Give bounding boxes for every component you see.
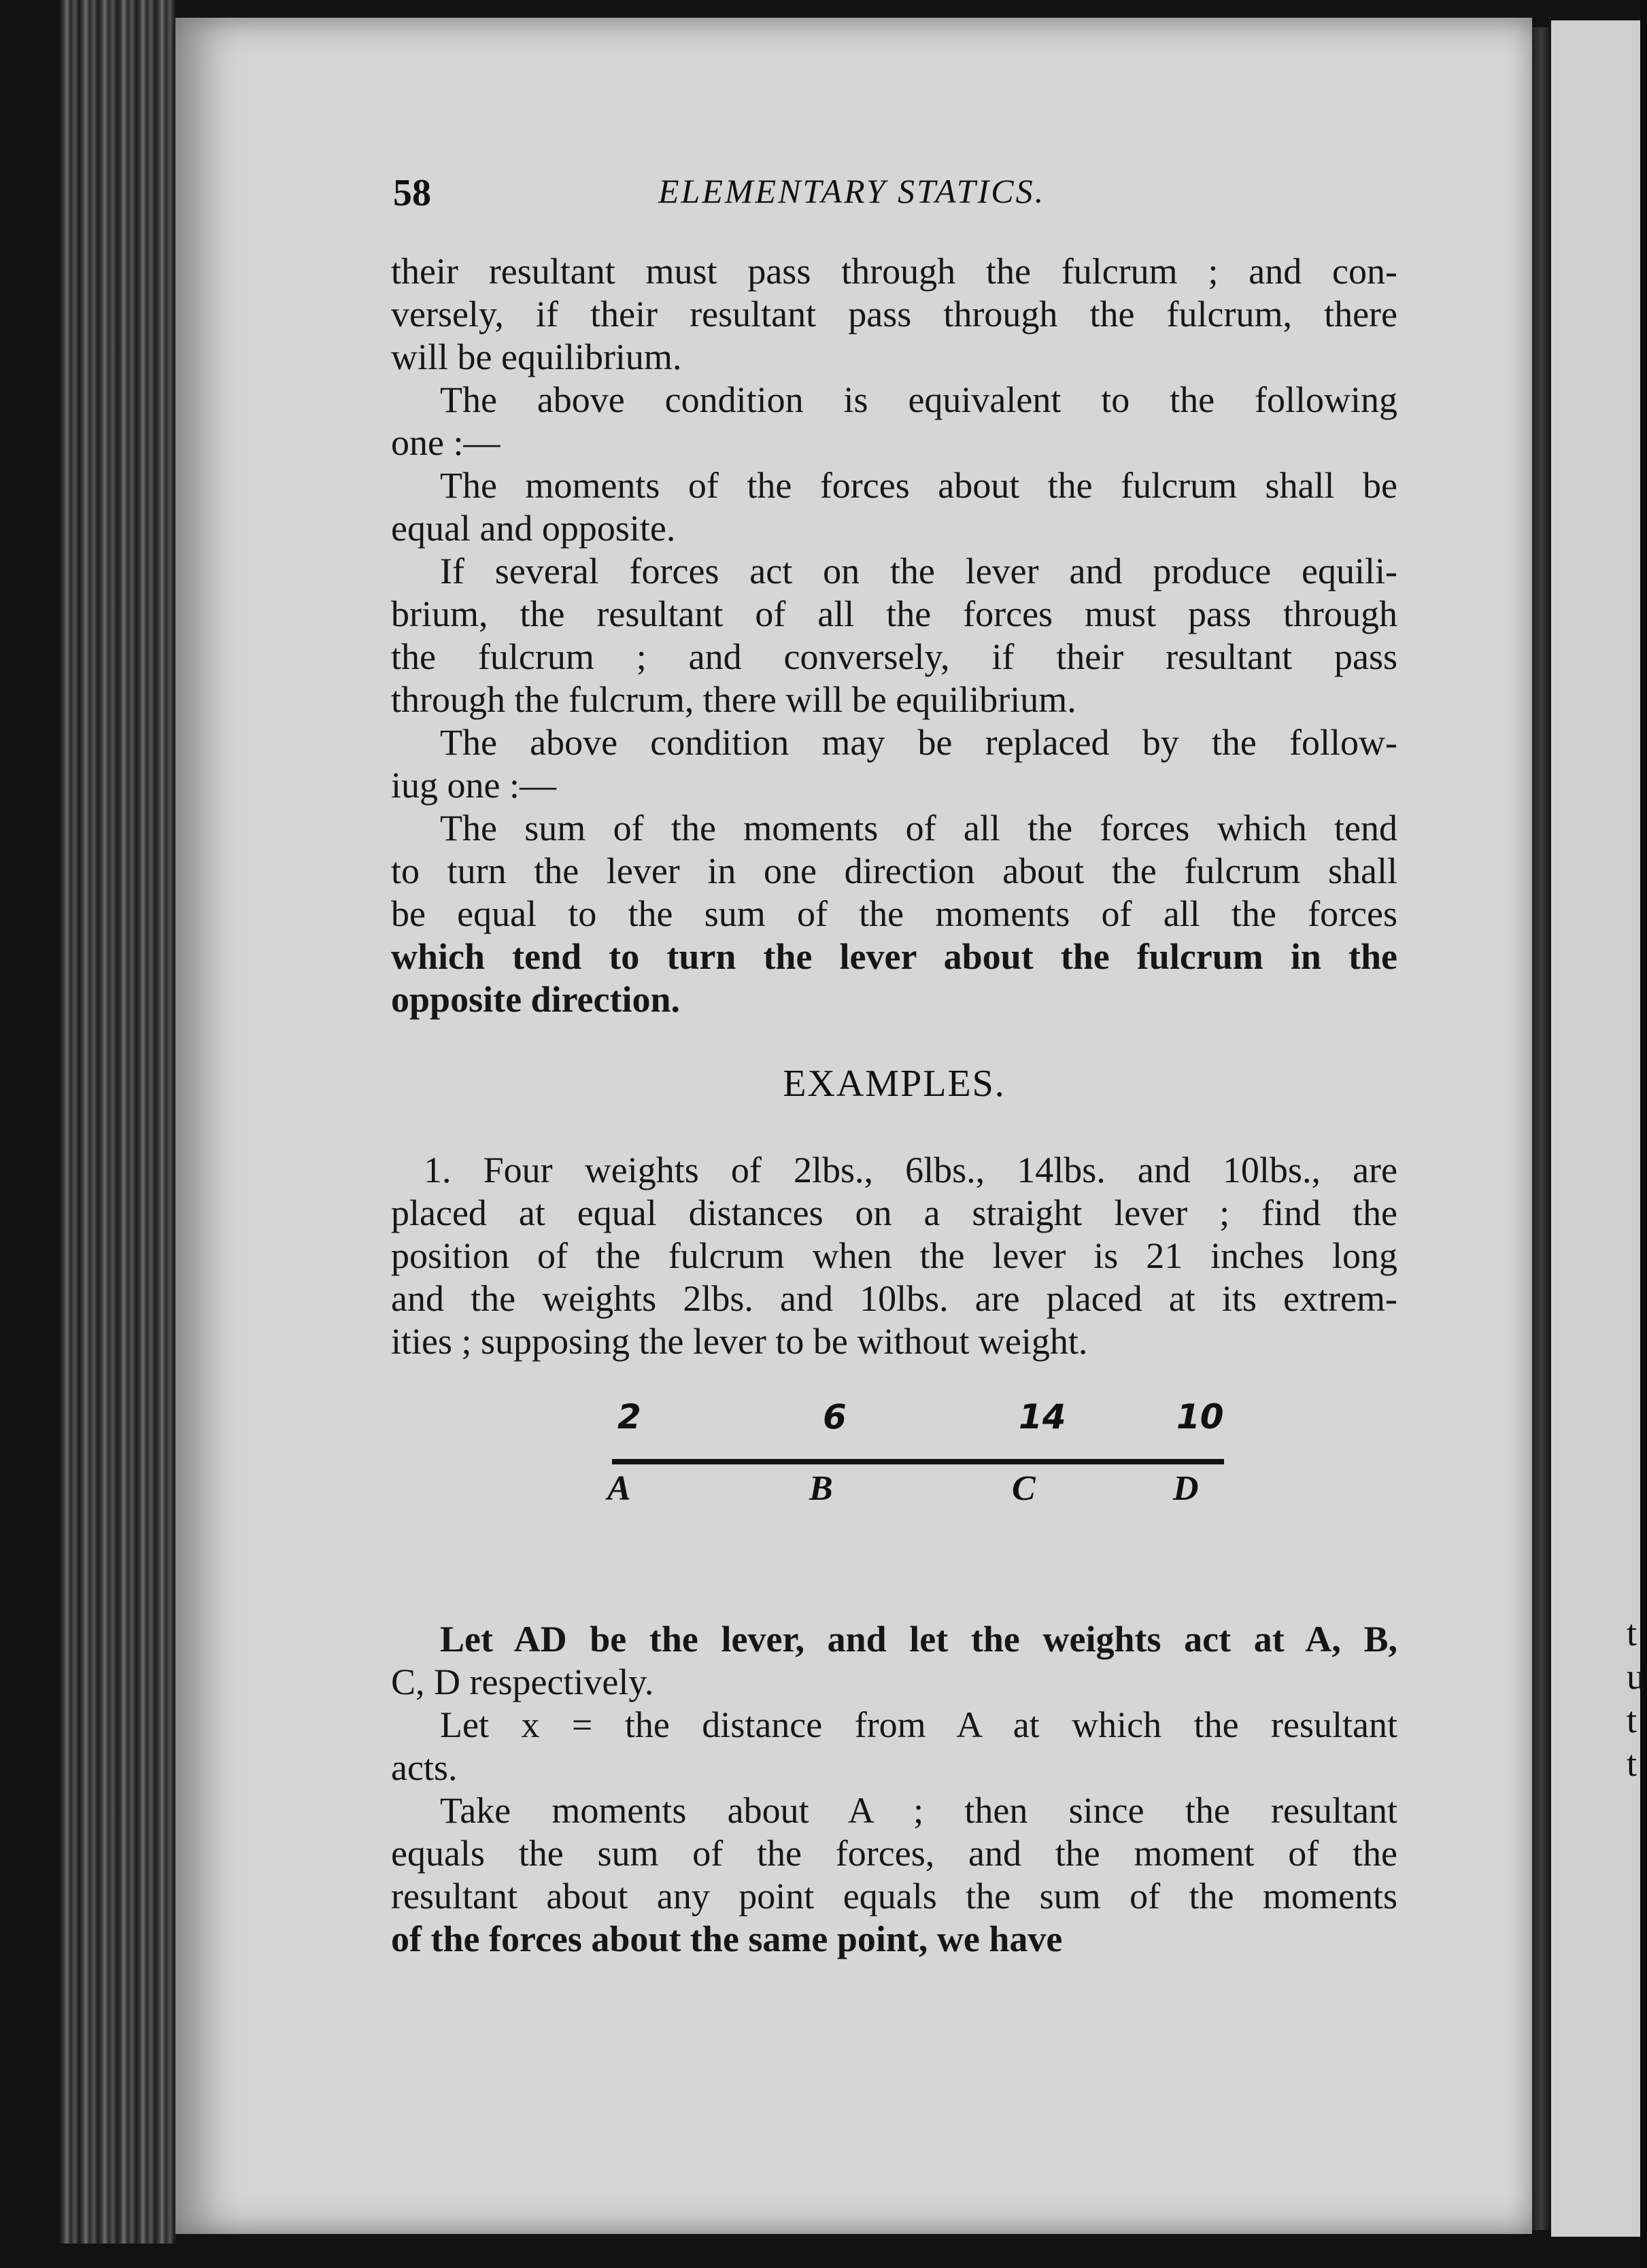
text-line: Take moments about A ; then since the resultant [440, 1790, 1397, 1831]
text-line: opposite direction. [391, 979, 681, 1020]
text-line: will be equilibrium. [391, 337, 682, 377]
text-line: the fulcrum ; and conversely, if their resultant pass [391, 636, 1397, 677]
text-line: of the forces about the same point, we have [391, 1919, 1063, 1959]
point-label: B [809, 1469, 833, 1508]
text-line: brium, the resultant of all the forces must pass through [391, 594, 1397, 634]
lever-figure [598, 1397, 1238, 1560]
lever-diagram [598, 1397, 1238, 1560]
text-line: The moments of the forces about the fulcrum shall be [440, 465, 1397, 506]
text-line: acts. [391, 1747, 458, 1788]
text-line: 1. Four weights of 2lbs., 6lbs., 14lbs. and 10lbs., are [424, 1150, 1397, 1190]
text-line: Let AD be the lever, and let the weights act at A, B, [440, 1619, 1397, 1660]
weight-label: 6 [823, 1397, 847, 1437]
text-line: The sum of the moments of all the forces which tend [440, 808, 1397, 848]
text-line: placed at equal distances on a straight lever ; find the [391, 1192, 1397, 1233]
running-title: ELEMENTARY STATICS. [658, 172, 1046, 210]
point-label: A [607, 1469, 631, 1508]
text-line: position of the fulcrum when the lever is 21 inches long [391, 1235, 1397, 1276]
facing-page-letters [1627, 1611, 1647, 1785]
facing-letter: t [1627, 1743, 1637, 1784]
text-line: The above condition may be replaced by the follow- [440, 722, 1397, 763]
text-line: iug one :— [391, 765, 556, 806]
text-line: resultant about any point equals the sum of the moments [391, 1876, 1397, 1917]
text-line: ities ; supposing the lever to be without weight. [391, 1321, 1088, 1362]
page-number: 58 [393, 172, 431, 214]
text-line: equal and opposite. [391, 508, 676, 549]
text-line: which tend to turn the lever about the fulcrum in the [391, 936, 1397, 977]
text-line: The above condition is equivalent to the following [440, 379, 1397, 420]
text-line: C, D respectively. [391, 1662, 654, 1702]
point-label: D [1173, 1469, 1199, 1508]
running-head [393, 171, 1399, 219]
book-binding [60, 0, 175, 2244]
point-label: C [1012, 1469, 1036, 1508]
solution-text [391, 1618, 1397, 1961]
text-line: one :— [391, 422, 500, 463]
weight-label: 14 [1019, 1397, 1066, 1437]
example-problem [391, 1149, 1397, 1363]
text-line: If several forces act on the lever and produce equili- [440, 551, 1397, 591]
weight-label: 10 [1176, 1397, 1224, 1437]
facing-letter: t [1627, 1613, 1637, 1653]
page-gutter [1532, 27, 1551, 2230]
text-line: to turn the lever in one direction about the fulcrum shall [391, 850, 1397, 891]
text-line: versely, if their resultant pass through the fulcrum, there [391, 294, 1397, 334]
text-line: and the weights 2lbs. and 10lbs. are placed at its extrem- [391, 1278, 1397, 1319]
text-line: their resultant must pass through the fulcrum ; and con- [391, 251, 1397, 292]
body-text [391, 250, 1397, 1105]
text-line: be equal to the sum of the moments of all the forces [391, 893, 1397, 934]
examples-heading: EXAMPLES. [783, 1063, 1006, 1105]
text-line: Let x = the distance from A at which the resultant [440, 1704, 1397, 1745]
facing-letter: u [1627, 1656, 1645, 1697]
facing-letter: t [1627, 1700, 1637, 1740]
text-line: through the fulcrum, there will be equilibrium. [391, 679, 1076, 720]
text-line: equals the sum of the forces, and the moment of the [391, 1833, 1397, 1874]
facing-page-edge [1551, 20, 1640, 2237]
weight-label: 2 [617, 1397, 641, 1437]
